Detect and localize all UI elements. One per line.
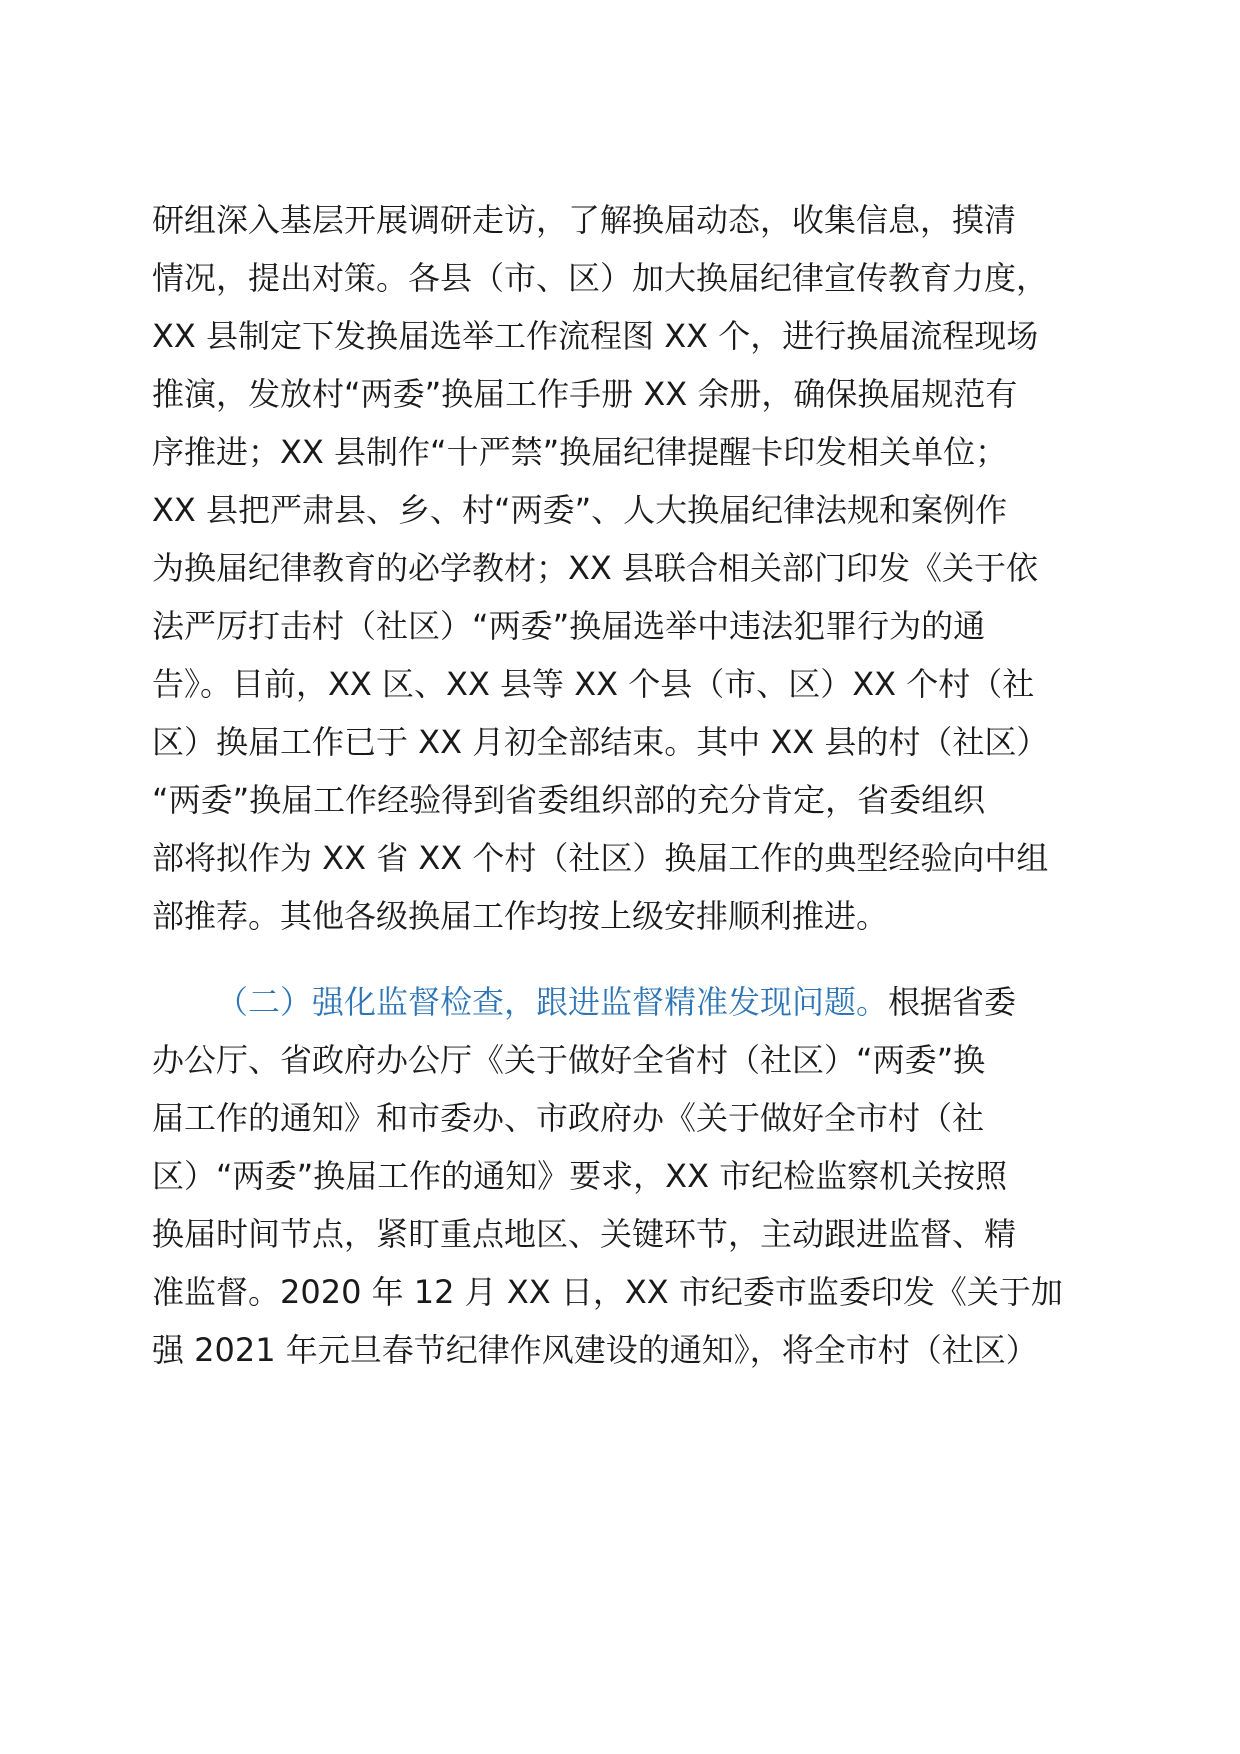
paragraph-line: 告》。目前，XX 区、XX 县等 XX 个县（市、区）XX 个村（社 bbox=[152, 665, 1035, 703]
paragraph-line: 区）“两委”换届工作的通知》要求，XX 市纪检监察机关按照 bbox=[152, 1157, 1008, 1195]
section-heading-continuation: 根据省委 bbox=[888, 983, 1017, 1021]
section-heading: （二）强化监督检查，跟进监督精准发现问题。 bbox=[216, 983, 889, 1021]
paragraph-line: 区）换届工作已于 XX 月初全部结束。其中 XX 县的村（社区） bbox=[152, 723, 1049, 761]
paragraph-line: 准监督。2020 年 12 月 XX 日，XX 市纪委市监委印发《关于加 bbox=[152, 1273, 1063, 1311]
paragraph-line: 强 2021 年元旦春节纪律作风建设的通知》，将全市村（社区） bbox=[152, 1331, 1038, 1369]
paragraph-line: 序推进；XX 县制作“十严禁”换届纪律提醒卡印发相关单位； bbox=[152, 433, 1008, 471]
paragraph-line: 部推荐。其他各级换届工作均按上级安排顺利推进。 bbox=[152, 897, 889, 935]
paragraph-line: 换届时间节点，紧盯重点地区、关键环节，主动跟进监督、精 bbox=[152, 1215, 1017, 1253]
paragraph-line: 推演，发放村“两委”换届工作手册 XX 余册，确保换届规范有 bbox=[152, 375, 1018, 413]
section-heading-line bbox=[216, 982, 1016, 1022]
paragraph-line: 部将拟作为 XX 省 XX 个村（社区）换届工作的典型经验向中组 bbox=[152, 839, 1049, 877]
paragraph-line: 研组深入基层开展调研走访，了解换届动态，收集信息，摸清 bbox=[152, 201, 1017, 239]
paragraph-line: 法严厉打击村（社区）“两委”换届选举中违法犯罪行为的通 bbox=[152, 607, 986, 645]
paragraph-line: XX 县制定下发换届选举工作流程图 XX 个，进行换届流程现场 bbox=[152, 317, 1039, 355]
paragraph-line: 情况，提出对策。各县（市、区）加大换届纪律宣传教育力度， bbox=[152, 259, 1049, 297]
paragraph-line: 办公厅、省政府办公厅《关于做好全省村（社区）“两委”换 bbox=[152, 1041, 986, 1079]
paragraph-line: 为换届纪律教育的必学教材；XX 县联合相关部门印发《关于依 bbox=[152, 549, 1039, 587]
paragraph-line: XX 县把严肃县、乡、村“两委”、人大换届纪律法规和案例作 bbox=[152, 491, 1008, 529]
paragraph-line: “两委”换届工作经验得到省委组织部的充分肯定，省委组织 bbox=[152, 781, 986, 819]
paragraph-line: 届工作的通知》和市委办、市政府办《关于做好全市村（社 bbox=[152, 1099, 985, 1137]
